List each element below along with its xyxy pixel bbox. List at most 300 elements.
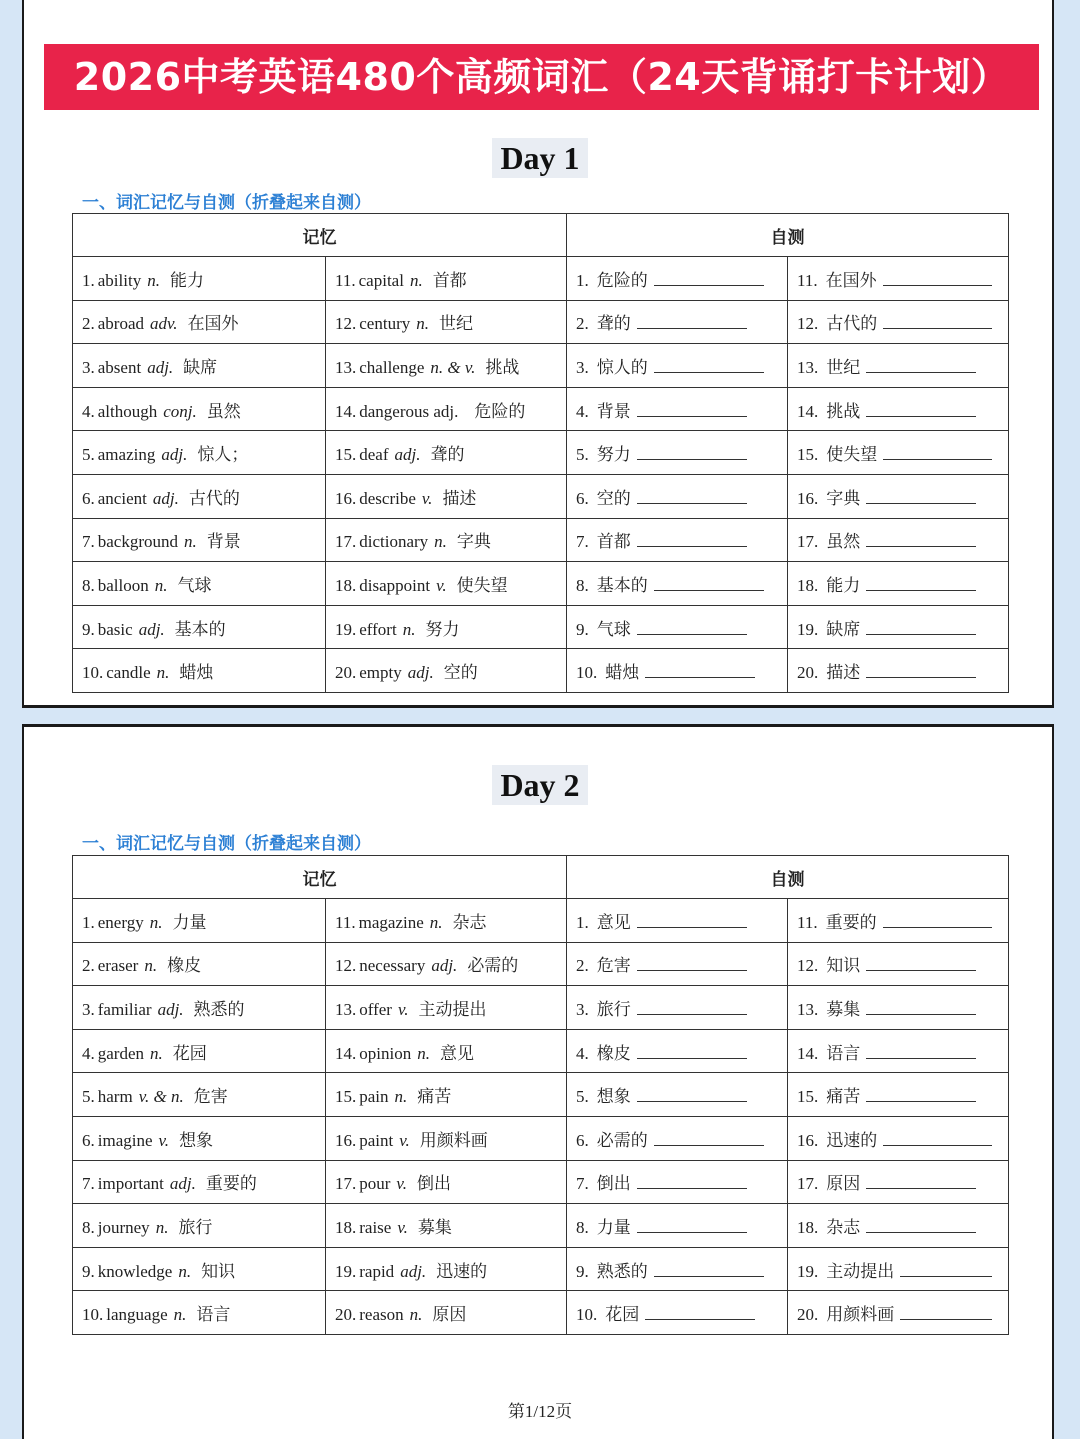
word-number: 7. — [82, 532, 95, 552]
self-test-cell — [567, 431, 788, 475]
answer-blank[interactable] — [637, 1087, 747, 1102]
word-meaning: 迅速的 — [436, 1261, 488, 1281]
test-number: 9. — [576, 1261, 589, 1281]
table-row — [73, 1029, 1009, 1073]
answer-blank[interactable] — [866, 402, 976, 417]
self-test-cell — [567, 518, 788, 562]
test-number: 8. — [576, 575, 589, 595]
word-meaning: 古代的 — [188, 488, 240, 508]
memory-cell — [73, 257, 326, 301]
word-english: reason — [359, 1305, 404, 1325]
word-english: basic — [97, 619, 133, 639]
day-title-text: Day 1 — [492, 138, 587, 178]
word-english: ancient — [97, 488, 147, 508]
test-number: 4. — [576, 1043, 589, 1063]
word-meaning: 聋的 — [430, 445, 465, 465]
answer-blank[interactable] — [637, 1000, 747, 1015]
self-test-cell — [788, 986, 1009, 1030]
word-part-of-speech: adj. — [147, 357, 174, 377]
answer-blank[interactable] — [900, 1262, 992, 1277]
word-meaning: 旅行 — [178, 1217, 213, 1237]
word-part-of-speech: v. — [397, 1217, 408, 1237]
memory-cell — [73, 474, 326, 518]
word-number: 20. — [335, 663, 357, 683]
word-english: amazing — [97, 445, 156, 465]
word-english: century — [359, 314, 411, 334]
test-meaning: 挑战 — [826, 401, 861, 421]
word-meaning: 用颜料画 — [419, 1130, 488, 1150]
answer-blank[interactable] — [866, 1044, 976, 1059]
word-english: pour — [359, 1174, 391, 1194]
self-test-cell — [567, 387, 788, 431]
test-meaning: 语言 — [826, 1043, 861, 1063]
test-meaning: 想象 — [596, 1087, 631, 1107]
self-test-cell — [567, 986, 788, 1030]
test-number: 17. — [797, 1174, 819, 1194]
word-meaning: 缺席 — [183, 357, 218, 377]
word-part-of-speech: v. — [397, 999, 409, 1019]
test-number: 2. — [576, 314, 589, 334]
table-row — [73, 1291, 1009, 1335]
test-meaning: 杂志 — [826, 1217, 861, 1237]
answer-blank[interactable] — [866, 1174, 976, 1189]
word-part-of-speech: n. — [417, 1043, 430, 1063]
day-1-vocab-rows — [73, 257, 1009, 693]
word-english: knowledge — [97, 1261, 173, 1281]
answer-blank[interactable] — [883, 314, 992, 329]
memory-cell — [73, 431, 326, 475]
memory-cell — [73, 1160, 326, 1204]
word-english: background — [97, 532, 179, 552]
answer-blank[interactable] — [883, 445, 992, 460]
word-number: 6. — [82, 488, 95, 508]
word-meaning: 字典 — [456, 532, 491, 552]
test-number: 19. — [797, 619, 819, 639]
word-meaning: 蜡烛 — [179, 663, 214, 683]
word-part-of-speech: n. — [184, 532, 197, 552]
word-english: language — [106, 1305, 168, 1325]
answer-blank[interactable] — [637, 1044, 747, 1059]
word-number: 13. — [335, 357, 357, 377]
answer-blank[interactable] — [637, 489, 747, 504]
test-meaning: 熟悉的 — [596, 1261, 648, 1281]
day-2-vocab-rows — [73, 899, 1009, 1335]
test-number: 16. — [797, 1130, 819, 1150]
word-number: 18. — [335, 1217, 357, 1237]
day-title-text: Day 2 — [492, 765, 587, 805]
answer-blank[interactable] — [900, 1305, 992, 1320]
test-meaning: 蜡烛 — [605, 663, 640, 683]
word-part-of-speech: v. — [436, 575, 447, 595]
table-row — [73, 387, 1009, 431]
word-number: 19. — [335, 1261, 357, 1281]
word-english: absent — [97, 357, 142, 377]
test-meaning: 痛苦 — [826, 1087, 861, 1107]
word-part-of-speech: v. — [396, 1174, 407, 1194]
memory-cell — [73, 1073, 326, 1117]
word-meaning: 花园 — [172, 1043, 207, 1063]
word-english: offer — [359, 999, 392, 1019]
word-part-of-speech: n. — [156, 663, 170, 683]
test-number: 5. — [576, 445, 589, 465]
word-number: 3. — [82, 999, 95, 1019]
word-number: 1. — [82, 270, 95, 290]
word-english: magazine — [358, 912, 424, 932]
memory-cell — [73, 1247, 326, 1291]
test-meaning: 努力 — [596, 445, 631, 465]
word-part-of-speech: n. — [416, 314, 429, 334]
word-english: opinion — [359, 1043, 412, 1063]
self-test-cell — [788, 431, 1009, 475]
test-number: 16. — [797, 488, 819, 508]
memory-cell — [326, 300, 567, 344]
memory-cell — [73, 518, 326, 562]
page-number: 第1/12页 — [507, 1402, 573, 1421]
word-part-of-speech: n. — [144, 956, 158, 976]
answer-blank[interactable] — [637, 956, 747, 971]
self-test-cell — [567, 605, 788, 649]
test-number: 18. — [797, 1217, 819, 1237]
word-number: 15. — [335, 1087, 357, 1107]
word-part-of-speech: n. — [409, 1305, 423, 1325]
test-meaning: 用颜料画 — [826, 1305, 895, 1325]
memory-cell — [73, 649, 326, 693]
answer-blank[interactable] — [866, 663, 976, 678]
word-meaning: 重要的 — [205, 1174, 257, 1194]
word-meaning: 在国外 — [187, 314, 239, 334]
memory-header: 记忆 — [73, 214, 567, 257]
memory-cell — [73, 1291, 326, 1335]
answer-blank[interactable] — [866, 532, 976, 547]
word-meaning: 气球 — [177, 575, 212, 595]
word-english: capital — [358, 270, 404, 290]
table-row — [73, 899, 1009, 943]
self-test-cell — [788, 1029, 1009, 1073]
answer-blank[interactable] — [883, 1131, 992, 1146]
banner-title: 2026中考英语480个高频词汇（24天背诵打卡计划） — [44, 44, 1039, 110]
test-meaning: 背景 — [596, 401, 631, 421]
word-number: 15. — [335, 445, 357, 465]
word-number: 6. — [82, 1130, 95, 1150]
test-meaning: 花园 — [605, 1305, 640, 1325]
word-meaning: 力量 — [172, 912, 207, 932]
memory-cell — [326, 518, 567, 562]
word-meaning: 杂志 — [452, 912, 487, 932]
test-meaning: 空的 — [596, 488, 631, 508]
word-part-of-speech: n. — [173, 1305, 187, 1325]
word-english: necessary — [359, 956, 426, 976]
word-english: balloon — [97, 575, 149, 595]
answer-blank[interactable] — [645, 663, 755, 678]
self-test-cell — [567, 1116, 788, 1160]
answer-blank[interactable] — [866, 576, 976, 591]
answer-blank[interactable] — [637, 1218, 747, 1233]
word-english: eraser — [97, 956, 139, 976]
self-test-cell — [788, 257, 1009, 301]
answer-blank[interactable] — [637, 1174, 747, 1189]
word-number: 8. — [82, 1217, 95, 1237]
test-meaning: 描述 — [826, 663, 861, 683]
test-number: 14. — [797, 1043, 819, 1063]
word-english: paint — [359, 1130, 394, 1150]
word-number: 12. — [335, 314, 357, 334]
test-number: 18. — [797, 575, 819, 595]
word-part-of-speech: adv. — [150, 314, 178, 334]
self-test-cell — [788, 387, 1009, 431]
word-english: garden — [97, 1043, 145, 1063]
word-number: 10. — [82, 663, 104, 683]
worksheet-page-2 — [22, 724, 1054, 1439]
answer-blank[interactable] — [654, 576, 764, 591]
self-test-cell — [567, 344, 788, 388]
self-test-cell — [788, 300, 1009, 344]
word-number: 17. — [335, 532, 357, 552]
answer-blank[interactable] — [866, 1087, 976, 1102]
word-number: 4. — [82, 1043, 95, 1063]
word-number: 13. — [335, 999, 357, 1019]
test-meaning: 能力 — [826, 575, 861, 595]
test-number: 2. — [576, 956, 589, 976]
word-meaning: 危险的 — [474, 401, 526, 421]
answer-blank[interactable] — [637, 532, 747, 547]
memory-cell — [73, 899, 326, 943]
test-meaning: 惊人的 — [596, 357, 648, 377]
test-meaning: 气球 — [596, 619, 631, 639]
test-meaning: 聋的 — [596, 314, 631, 334]
word-part-of-speech: adj. — [394, 445, 421, 465]
word-number: 2. — [82, 956, 95, 976]
answer-blank[interactable] — [637, 620, 747, 635]
word-part-of-speech: adj. — [152, 488, 179, 508]
memory-cell — [326, 605, 567, 649]
word-part-of-speech: n. — [155, 1217, 169, 1237]
answer-blank[interactable] — [654, 358, 764, 373]
test-number: 20. — [797, 663, 819, 683]
test-number: 20. — [797, 1305, 819, 1325]
word-english: journey — [97, 1217, 150, 1237]
memory-cell — [326, 1160, 567, 1204]
test-meaning: 首都 — [596, 532, 631, 552]
word-english: imagine — [97, 1130, 153, 1150]
memory-cell — [73, 300, 326, 344]
word-meaning: 虽然 — [206, 401, 241, 421]
day-2-title — [24, 765, 1056, 805]
word-part-of-speech: adj. — [407, 663, 434, 683]
memory-cell — [73, 344, 326, 388]
memory-cell — [73, 562, 326, 606]
word-meaning: 背景 — [206, 532, 241, 552]
test-number: 15. — [797, 1087, 819, 1107]
word-number: 3. — [82, 357, 95, 377]
word-part-of-speech: n. — [434, 532, 447, 552]
memory-cell — [326, 899, 567, 943]
word-meaning: 募集 — [417, 1217, 452, 1237]
word-number: 16. — [335, 488, 357, 508]
word-number: 14. — [335, 401, 357, 421]
self-test-cell — [788, 1116, 1009, 1160]
memory-cell — [326, 431, 567, 475]
answer-blank[interactable] — [637, 402, 747, 417]
self-test-cell — [788, 1073, 1009, 1117]
answer-blank[interactable] — [866, 1000, 976, 1015]
word-meaning: 挑战 — [485, 357, 520, 377]
answer-blank[interactable] — [866, 1218, 976, 1233]
test-number: 13. — [797, 357, 819, 377]
word-meaning: 描述 — [442, 488, 477, 508]
word-number: 8. — [82, 575, 95, 595]
memory-cell — [326, 344, 567, 388]
word-english: energy — [97, 912, 144, 932]
word-part-of-speech: n. — [149, 912, 163, 932]
memory-cell — [73, 1029, 326, 1073]
answer-blank[interactable] — [866, 956, 976, 971]
test-meaning: 古代的 — [826, 314, 878, 334]
table-row — [73, 1073, 1009, 1117]
word-part-of-speech: adj. — [157, 999, 184, 1019]
word-meaning: 橡皮 — [167, 956, 202, 976]
word-meaning: 危害 — [193, 1087, 228, 1107]
test-number: 1. — [576, 912, 589, 932]
word-meaning: 意见 — [439, 1043, 474, 1063]
answer-blank[interactable] — [637, 445, 747, 460]
memory-cell — [73, 1204, 326, 1248]
word-number: 12. — [335, 956, 357, 976]
word-meaning: 主动提出 — [418, 999, 487, 1019]
memory-cell — [326, 649, 567, 693]
self-test-cell — [788, 899, 1009, 943]
word-number: 14. — [335, 1043, 357, 1063]
test-number: 7. — [576, 1174, 589, 1194]
self-test-cell — [567, 1247, 788, 1291]
word-english: dangerous adj. — [359, 401, 459, 421]
test-meaning: 字典 — [826, 488, 861, 508]
word-english: disappoint — [359, 575, 431, 595]
table-row — [73, 474, 1009, 518]
answer-blank[interactable] — [645, 1305, 755, 1320]
test-meaning: 旅行 — [596, 999, 631, 1019]
test-number: 3. — [576, 999, 589, 1019]
word-part-of-speech: n. — [154, 575, 168, 595]
test-meaning: 力量 — [596, 1217, 631, 1237]
word-english: familiar — [97, 999, 152, 1019]
self-test-cell — [567, 474, 788, 518]
test-meaning: 倒出 — [596, 1174, 631, 1194]
memory-cell — [73, 1116, 326, 1160]
answer-blank[interactable] — [654, 271, 764, 286]
word-number: 16. — [335, 1130, 357, 1150]
word-english: candle — [106, 663, 151, 683]
word-number: 1. — [82, 912, 95, 932]
memory-cell — [326, 1029, 567, 1073]
table-row — [73, 518, 1009, 562]
word-meaning: 能力 — [169, 270, 204, 290]
word-number: 5. — [82, 445, 95, 465]
test-meaning: 基本的 — [596, 575, 648, 595]
word-number: 5. — [82, 1087, 95, 1107]
memory-cell — [326, 474, 567, 518]
word-number: 2. — [82, 314, 95, 334]
test-meaning: 主动提出 — [826, 1261, 895, 1281]
table-row — [73, 1247, 1009, 1291]
answer-blank[interactable] — [883, 271, 992, 286]
word-english: deaf — [359, 445, 389, 465]
word-number: 9. — [82, 619, 95, 639]
word-number: 11. — [335, 912, 356, 932]
word-english: although — [97, 401, 158, 421]
word-meaning: 惊人； — [197, 445, 249, 465]
word-number: 10. — [82, 1305, 104, 1325]
word-english: dictionary — [359, 532, 429, 552]
test-meaning: 虽然 — [826, 532, 861, 552]
word-meaning: 原因 — [432, 1305, 467, 1325]
word-part-of-speech: n. — [147, 270, 160, 290]
word-english: challenge — [359, 357, 425, 377]
word-part-of-speech: n. & v. — [430, 357, 476, 377]
word-part-of-speech: v. — [421, 488, 433, 508]
memory-cell — [326, 1291, 567, 1335]
test-header: 自测 — [567, 214, 1009, 257]
memory-cell — [73, 942, 326, 986]
test-meaning: 危害 — [596, 956, 631, 976]
answer-blank[interactable] — [654, 1131, 764, 1146]
memory-cell — [73, 986, 326, 1030]
self-test-cell — [788, 344, 1009, 388]
test-meaning: 橡皮 — [596, 1043, 631, 1063]
word-meaning: 语言 — [196, 1305, 231, 1325]
test-number: 3. — [576, 357, 589, 377]
word-part-of-speech: n. — [402, 619, 416, 639]
answer-blank[interactable] — [866, 358, 976, 373]
memory-cell — [326, 1247, 567, 1291]
self-test-cell — [788, 562, 1009, 606]
self-test-cell — [567, 257, 788, 301]
word-part-of-speech: adj. — [400, 1261, 427, 1281]
memory-cell — [326, 387, 567, 431]
answer-blank[interactable] — [654, 1262, 764, 1277]
word-english: effort — [359, 619, 397, 639]
test-number: 5. — [576, 1087, 589, 1107]
answer-blank[interactable] — [637, 314, 747, 329]
answer-blank[interactable] — [883, 913, 992, 928]
test-number: 8. — [576, 1217, 589, 1237]
self-test-cell — [567, 1160, 788, 1204]
word-meaning: 世纪 — [438, 314, 473, 334]
test-meaning: 募集 — [826, 999, 861, 1019]
test-meaning: 重要的 — [825, 912, 877, 932]
word-number: 17. — [335, 1174, 357, 1194]
table-row — [73, 1204, 1009, 1248]
memory-cell — [326, 986, 567, 1030]
word-meaning: 熟悉的 — [193, 999, 245, 1019]
word-part-of-speech: n. — [409, 270, 423, 290]
word-number: 11. — [335, 270, 356, 290]
memory-cell — [73, 387, 326, 431]
word-english: ability — [97, 270, 142, 290]
test-number: 10. — [576, 1305, 598, 1325]
test-number: 13. — [797, 999, 819, 1019]
self-test-cell — [567, 1029, 788, 1073]
table-row — [73, 1116, 1009, 1160]
word-part-of-speech: adj. — [161, 445, 188, 465]
answer-blank[interactable] — [866, 489, 976, 504]
test-meaning: 在国外 — [825, 270, 877, 290]
table-row — [73, 431, 1009, 475]
test-meaning: 使失望 — [826, 445, 878, 465]
test-number: 12. — [797, 314, 819, 334]
memory-cell — [326, 1073, 567, 1117]
answer-blank[interactable] — [866, 620, 976, 635]
answer-blank[interactable] — [637, 913, 747, 928]
